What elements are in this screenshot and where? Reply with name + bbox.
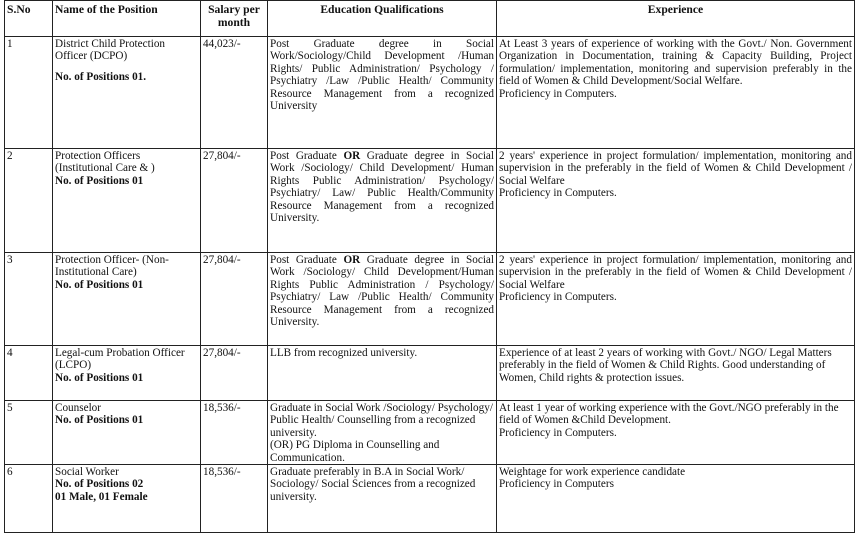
cell-position	[53, 465, 201, 533]
cell-position	[53, 253, 201, 346]
table-row	[5, 346, 855, 401]
cell-education: LLB from recognized university.	[268, 346, 497, 401]
position-name: Social Worker	[55, 466, 119, 479]
cell-education: Graduate preferably in B.A in Social Work/ Sociology/ Social Sciences from a recognized university.	[268, 465, 497, 533]
education-or: OR	[343, 150, 361, 162]
cell-experience	[497, 401, 855, 465]
position-count: No. of Positions 01	[55, 414, 144, 427]
cell-sno: 2	[5, 149, 53, 253]
position-name: Protection Officers (Institutional Care & )	[55, 150, 155, 175]
cell-position	[53, 346, 201, 401]
cell-salary: 27,804/-	[201, 346, 268, 401]
table-row	[5, 37, 855, 149]
education-text: Graduate in Social Work /Sociology/ Psychology/ Public Health/ Counselling from a recognized university.	[270, 402, 493, 439]
cell-sno: 3	[5, 253, 53, 346]
cell-experience	[497, 37, 855, 149]
table-row	[5, 465, 855, 533]
header-experience: Experience	[497, 1, 855, 37]
experience-extra: Proficiency in Computers.	[499, 426, 617, 439]
experience-text: At least 1 year of working experience with the Govt./NGO preferably in the field of Women &Child Development.	[499, 402, 839, 427]
experience-text: At Least 3 years of experience of working with the Govt./ Non. Government Organization in Documentation, training & Capacity Building, Project formulation/ implementation, monitoring and supervision preferably in the field of Women & Child Development/Social Welfare.	[499, 38, 852, 88]
cell-education	[268, 149, 497, 253]
position-name: Legal-cum Probation Officer (LCPO)	[55, 347, 185, 372]
cell-salary: 27,804/-	[201, 149, 268, 253]
cell-education: Post Graduate degree in Social Work/Sociology/Child Development /Human Rights/ Public Administration/ Psychology / Psychiatry /Law /Public Health/ Community Resource Management from a recognized University	[268, 37, 497, 149]
header-education: Education Qualifications	[268, 1, 497, 37]
experience-extra: Proficiency in Computers.	[499, 291, 617, 304]
cell-position	[53, 149, 201, 253]
education-text-pre: Post Graduate	[270, 254, 337, 266]
cell-salary: 27,804/-	[201, 253, 268, 346]
experience-text: 2 years' experience in project formulation/ implementation, monitoring and supervision in the preferably in the field of Women & Child Development / Social Welfare	[499, 254, 852, 291]
position-count: No. of Positions 01	[55, 174, 144, 187]
position-gender-split: 01 Male, 01 Female	[55, 490, 148, 503]
table-row	[5, 149, 855, 253]
experience-extra: Proficiency in Computers.	[499, 87, 617, 100]
cell-sno: 5	[5, 401, 53, 465]
experience-text: Weightage for work experience candidate	[499, 466, 686, 479]
education-text-post: Graduate degree in Social Work /Sociology/ Child Development/Human Rights Public Administration / Psychology/ Psychiatry/ Law /Public Health/ Community Resource Management from a recognized University.	[270, 254, 494, 329]
cell-experience: Experience of at least 2 years of working with Govt./ NGO/ Legal Matters preferably in the field of Women & Child Rights. Good understanding of Women, Child rights & protection issues.	[497, 346, 855, 401]
cell-salary: 44,023/-	[201, 37, 268, 149]
cell-experience	[497, 253, 855, 346]
header-salary: Salary per month	[201, 1, 268, 37]
cell-sno: 4	[5, 346, 53, 401]
experience-text: 2 years' experience in project formulation/ implementation, monitoring and supervision in the preferably in the field of Women & Child Development / Social Welfare	[499, 150, 852, 187]
positions-table	[4, 0, 855, 533]
table-row	[5, 401, 855, 465]
position-name: District Child Protection Officer (DCPO)	[55, 38, 166, 63]
education-text-pre: Post Graduate	[270, 150, 337, 162]
header-row	[5, 1, 855, 37]
position-name: Counselor	[55, 402, 101, 414]
education-or: OR	[343, 254, 361, 266]
cell-sno: 6	[5, 465, 53, 533]
position-count: No. of Positions 01	[55, 278, 144, 291]
cell-salary: 18,536/-	[201, 465, 268, 533]
experience-extra: Proficiency in Computers	[499, 478, 614, 491]
cell-salary: 18,536/-	[201, 401, 268, 465]
position-count: No. of Positions 01	[55, 371, 144, 384]
table-row	[5, 253, 855, 346]
cell-sno: 1	[5, 37, 53, 149]
experience-extra: Proficiency in Computers.	[499, 187, 617, 200]
cell-education	[268, 401, 497, 465]
education-text-post: Graduate degree in Social Work /Sociology/ Child Development/ Human Rights Public Administration/ Psychology/ Psychiatry/ Law/ Public Health/Community Resource Management from a recognized University.	[270, 150, 494, 225]
cell-position	[53, 401, 201, 465]
cell-experience	[497, 465, 855, 533]
cell-experience	[497, 149, 855, 253]
header-sno: S.No	[5, 1, 53, 37]
position-name: Protection Officer- (Non-Institutional Care)	[55, 254, 169, 279]
position-count: No. of Positions 02	[55, 478, 144, 491]
cell-position	[53, 37, 201, 149]
header-position: Name of the Position	[53, 1, 201, 37]
education-alt: (OR) PG Diploma in Counselling and Communication.	[270, 439, 440, 464]
cell-education	[268, 253, 497, 346]
position-count: No. of Positions 01.	[55, 70, 147, 83]
